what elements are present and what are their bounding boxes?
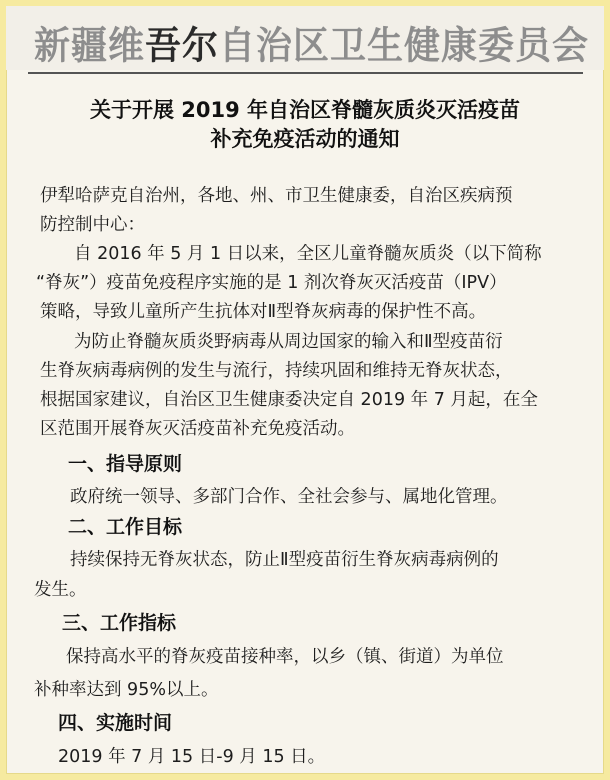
section-2-line-1: 持续保持无脊灰状态，防止Ⅱ型疫苗衍生脊灰病毒病例的 xyxy=(70,550,499,570)
section-2-heading: 二、工作目标 xyxy=(68,516,183,538)
section-2-line-2: 发生。 xyxy=(34,580,87,600)
paragraph-1-line-3: 策略，导致儿童所产生抗体对Ⅱ型脊灰病毒的保护性不高。 xyxy=(40,302,487,322)
notice-title-line-2: 补充免疫活动的通知 xyxy=(210,127,400,151)
org-name-part-2: 吾尔 xyxy=(145,24,220,69)
section-4-line-1: 2019 年 7 月 15 日-9 月 15 日。 xyxy=(58,747,326,767)
org-name xyxy=(34,17,589,71)
addressee-line-1: 伊犁哈萨克自治州，各地、州、市卫生健康委，自治区疾病预 xyxy=(40,186,513,206)
org-name-part-3: 自治区卫生健康委员会 xyxy=(219,24,590,69)
notice-title-line-1: 关于开展 2019 年自治区脊髓灰质炎灭活疫苗 xyxy=(89,98,521,122)
document-page xyxy=(6,6,604,774)
org-name-part-1: 新疆维 xyxy=(34,24,146,69)
paragraph-1-line-2: “脊灰”）疫苗免疫程序实施的是 1 剂次脊灰灭活疫苗（IPV） xyxy=(36,273,507,293)
section-4-heading: 四、实施时间 xyxy=(58,712,173,734)
paragraph-2-line-2: 生脊灰病毒病例的发生与流行，持续巩固和维持无脊灰状态， xyxy=(40,361,513,381)
letterhead xyxy=(6,6,604,70)
paragraph-2-line-4: 区范围开展脊灰灭活疫苗补充免疫活动。 xyxy=(40,419,355,439)
paragraph-2-line-1: 为防止脊髓灰质炎野病毒从周边国家的输入和Ⅱ型疫苗衍 xyxy=(74,332,503,352)
section-1-line-1: 政府统一领导、多部门合作、全社会参与、属地化管理。 xyxy=(70,487,508,507)
section-1-heading: 一、指导原则 xyxy=(68,453,183,475)
section-3-heading: 三、工作指标 xyxy=(62,612,177,634)
section-3-line-1: 保持高水平的脊灰疫苗接种率，以乡（镇、街道）为单位 xyxy=(66,647,504,667)
addressee-line-2: 防控制中心： xyxy=(40,215,145,235)
paragraph-2-line-3: 根据国家建议，自治区卫生健康委决定自 2019 年 7 月起，在全 xyxy=(40,390,538,410)
paragraph-1-line-1: 自 2016 年 5 月 1 日以来，全区儿童脊髓灰质炎（以下简称 xyxy=(74,244,542,264)
letterhead-rule xyxy=(28,72,583,74)
section-3-line-2: 补种率达到 95%以上。 xyxy=(34,680,219,700)
